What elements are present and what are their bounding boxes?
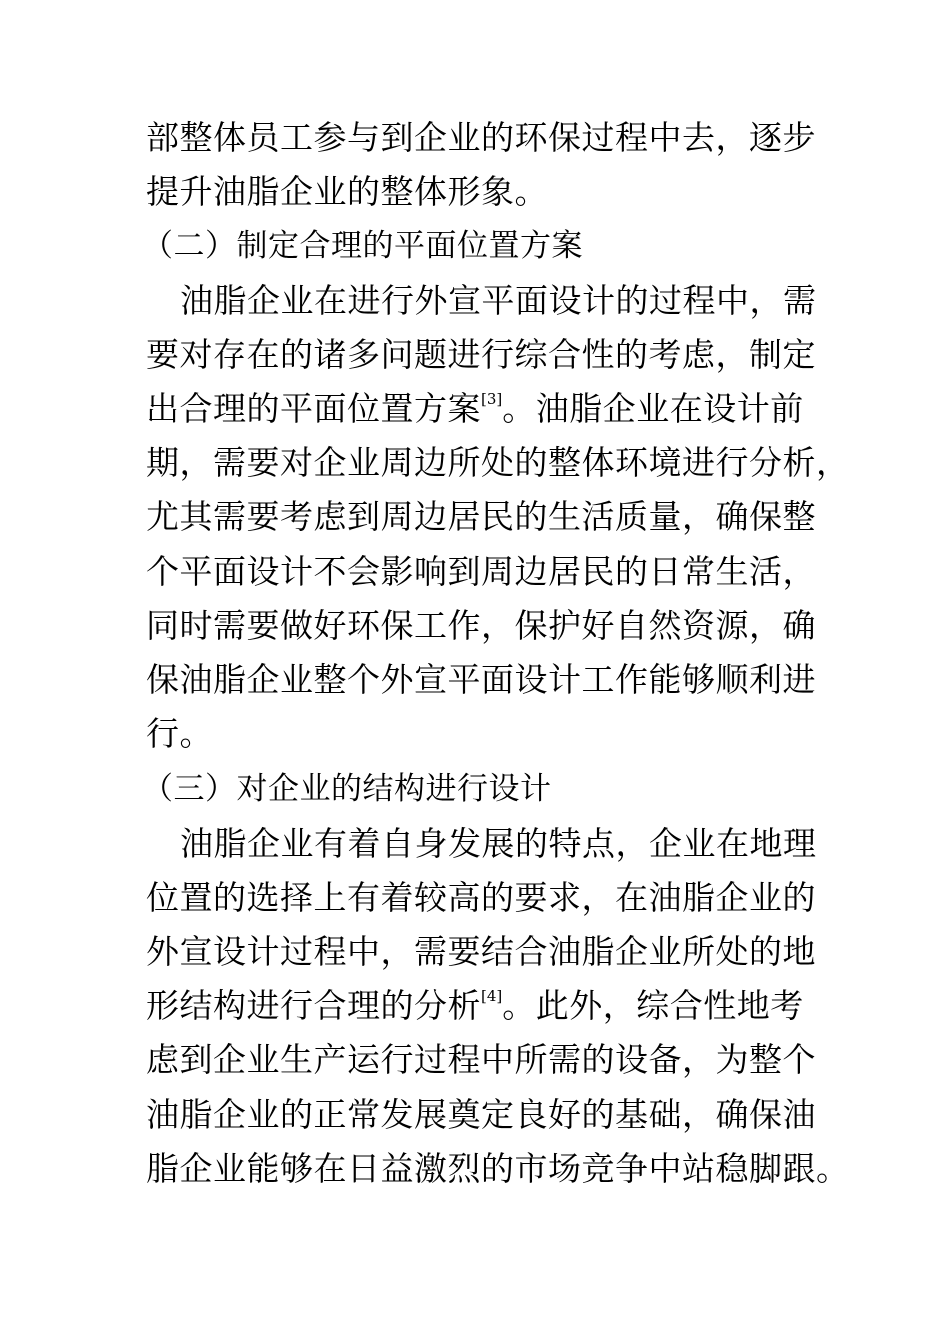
text-segment: 。此外，综合性地考 [502, 986, 804, 1025]
paragraph-line: 期，需要对企业周边所处的整体环境进行分析， [146, 443, 850, 482]
paragraph-line: 虑到企业生产运行过程中所需的设备，为整个 [146, 1040, 816, 1079]
paragraph-line: 油脂企业有着自身发展的特点，企业在地理 [180, 824, 817, 863]
paragraph-line: 位置的选择上有着较高的要求，在油脂企业的 [146, 878, 816, 917]
citation-4: [4] [481, 987, 503, 1005]
text-segment: 。油脂企业在设计前 [502, 389, 804, 428]
paragraph-line: 同时需要做好环保工作，保护好自然资源，确 [146, 606, 816, 645]
paragraph-line: 尤其需要考虑到周边居民的生活质量，确保整 [146, 497, 816, 536]
paragraph-line: 油脂企业的正常发展奠定良好的基础，确保油 [146, 1095, 816, 1134]
paragraph-line: 外宣设计过程中，需要结合油脂企业所处的地 [146, 932, 816, 971]
citation-3: [3] [481, 390, 503, 408]
paragraph-line: 部整体员工参与到企业的环保过程中去，逐步 [146, 118, 816, 157]
paragraph-line-with-citation [146, 389, 804, 429]
text-segment: 形结构进行合理的分析 [146, 986, 481, 1025]
paragraph-line: 个平面设计不会影响到周边居民的日常生活， [146, 552, 816, 591]
paragraph-line: 提升油脂企业的整体形象。 [146, 172, 548, 211]
paragraph-line: 油脂企业在进行外宣平面设计的过程中，需 [180, 281, 817, 320]
section-heading-3: （三）对企业的结构进行设计 [142, 771, 552, 807]
section-heading-2: （二）制定合理的平面位置方案 [142, 228, 583, 264]
paragraph-line: 行。 [146, 714, 213, 753]
paragraph-line-with-citation [146, 986, 804, 1026]
paragraph-line: 脂企业能够在日益激烈的市场竞争中站稳脚跟。 [146, 1149, 850, 1188]
paragraph-line: 要对存在的诸多问题进行综合性的考虑，制定 [146, 335, 816, 374]
text-segment: 出合理的平面位置方案 [146, 389, 481, 428]
paragraph-line: 保油脂企业整个外宣平面设计工作能够顺利进 [146, 660, 816, 699]
